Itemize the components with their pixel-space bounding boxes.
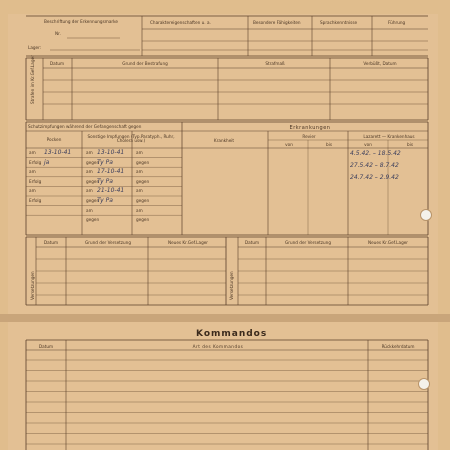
impf-row-value: Ty Pa bbox=[97, 197, 113, 204]
impf-row-label: Erfolg bbox=[29, 159, 42, 165]
impf-row-label: Erfolg bbox=[29, 178, 42, 184]
kommandos-title: Kommandos bbox=[196, 329, 268, 339]
impf-row-value: 17-10-41 bbox=[97, 168, 125, 176]
faehigkeiten-label: Besondere Fähigkeiten bbox=[253, 20, 301, 25]
lager-label: Lager: bbox=[28, 45, 42, 50]
impf-row-label: am bbox=[29, 169, 36, 175]
vers-col-grund-left: Grund der Versetzung bbox=[85, 240, 131, 245]
kom-col-rueck: Rückkehrdatum bbox=[381, 344, 415, 349]
impf-row-label: gegen bbox=[86, 217, 100, 223]
impf-row-value: ja bbox=[44, 158, 50, 166]
impf-row-label: gegen bbox=[136, 178, 150, 184]
impf-row-label: gegen bbox=[136, 198, 150, 203]
impf-row-label: gegen bbox=[86, 198, 100, 203]
col-revier-von: von bbox=[285, 142, 293, 147]
strafen-side-label: Strafen im Kr.Gef.Lager bbox=[30, 55, 35, 104]
impf-row-label: am bbox=[136, 207, 143, 213]
col-laz-von: von bbox=[364, 142, 372, 147]
kom-col-art: Art des Kommandos bbox=[192, 344, 244, 349]
punch-hole bbox=[420, 209, 432, 221]
impf-row-value: Ty Pa bbox=[97, 177, 113, 185]
versetzungen-side-label-right: Versetzungen bbox=[229, 271, 234, 300]
impf-row-value: 13-10-41 bbox=[97, 149, 125, 156]
kom-col-datum: Datum bbox=[38, 344, 54, 349]
versetzungen-side-label-left: Versetzungen bbox=[30, 271, 35, 300]
vers-col-datum-right: Datum bbox=[244, 240, 260, 245]
impf-row-label: am bbox=[86, 150, 93, 155]
impf-row-label: am bbox=[29, 188, 36, 194]
impf-row-value: 13-10-41 bbox=[44, 149, 72, 156]
erkrankung-entry: 27.5.42 – 8.7.42 bbox=[350, 162, 399, 169]
impf-row-label: gegen bbox=[86, 178, 100, 184]
erkrankung-entry: 24.7.42 – 2.9.42 bbox=[350, 174, 399, 181]
col-sonstige: Sonstige Impfungen (Typ.Paratyph., Ruhr, Cholera usw.) bbox=[87, 134, 175, 144]
panel-divider-band bbox=[0, 314, 450, 322]
col-revier-bis: bis bbox=[325, 142, 333, 147]
strafen-col-grund: Grund der Bestrafung bbox=[122, 61, 168, 66]
impf-row-label: gegen bbox=[136, 217, 150, 223]
impf-row-label: am bbox=[136, 169, 143, 175]
impfungen-title: Schutzimpfungen während der Gefangenschaft gegen bbox=[28, 124, 142, 129]
impf-row-value: 21-10-41 bbox=[97, 187, 125, 195]
impf-row-label: gegen bbox=[136, 159, 150, 165]
vers-col-grund-right: Grund der Versetzung bbox=[285, 240, 331, 245]
impf-row-label: am bbox=[136, 150, 143, 155]
impf-row-label: am bbox=[29, 150, 36, 155]
impf-row-label: gegen bbox=[86, 159, 100, 165]
charakter-label: Charaktereigenschaften u. a. bbox=[150, 20, 211, 25]
fuehrung-label: Führung bbox=[388, 20, 406, 25]
impf-row-label: am bbox=[86, 207, 93, 213]
impf-row-label: am bbox=[136, 188, 143, 194]
col-pocken: Pocken bbox=[46, 137, 62, 142]
impf-row-label: am bbox=[86, 169, 93, 175]
impf-row-label: Erfolg bbox=[29, 198, 42, 203]
col-laz-bis: bis bbox=[406, 142, 414, 147]
strafen-col-verbuesst: Verbüßt, Datum bbox=[363, 61, 397, 66]
sprachen-label: Sprachkenntnisse bbox=[320, 20, 358, 25]
strafen-col-datum: Datum bbox=[49, 61, 65, 66]
erkrankung-entry: 4.5.42. – 18.5.42 bbox=[350, 150, 401, 157]
col-revier: Revier bbox=[302, 134, 316, 139]
vers-col-neues-left: Neues Kr.Gef.Lager bbox=[167, 240, 209, 245]
col-krankheit: Krankheit bbox=[213, 138, 235, 143]
punch-hole bbox=[418, 378, 430, 390]
strafen-col-strafmass: Strafmaß bbox=[265, 61, 285, 66]
nr-label: Nr. bbox=[55, 31, 61, 36]
besch-label: Beschriftung der Erkennungsmarke bbox=[44, 19, 118, 24]
erkrankungen-title: Erkrankungen bbox=[289, 125, 331, 131]
vers-col-datum-left: Datum bbox=[43, 240, 59, 245]
vers-col-neues-right: Neues Kr.Gef.Lager bbox=[367, 240, 409, 245]
impf-row-value: Ty Pa bbox=[97, 158, 113, 166]
col-lazarett: Lazarett — Krankenhaus bbox=[363, 134, 415, 139]
impf-row-label: am bbox=[86, 188, 93, 194]
lower-panel bbox=[8, 322, 438, 450]
